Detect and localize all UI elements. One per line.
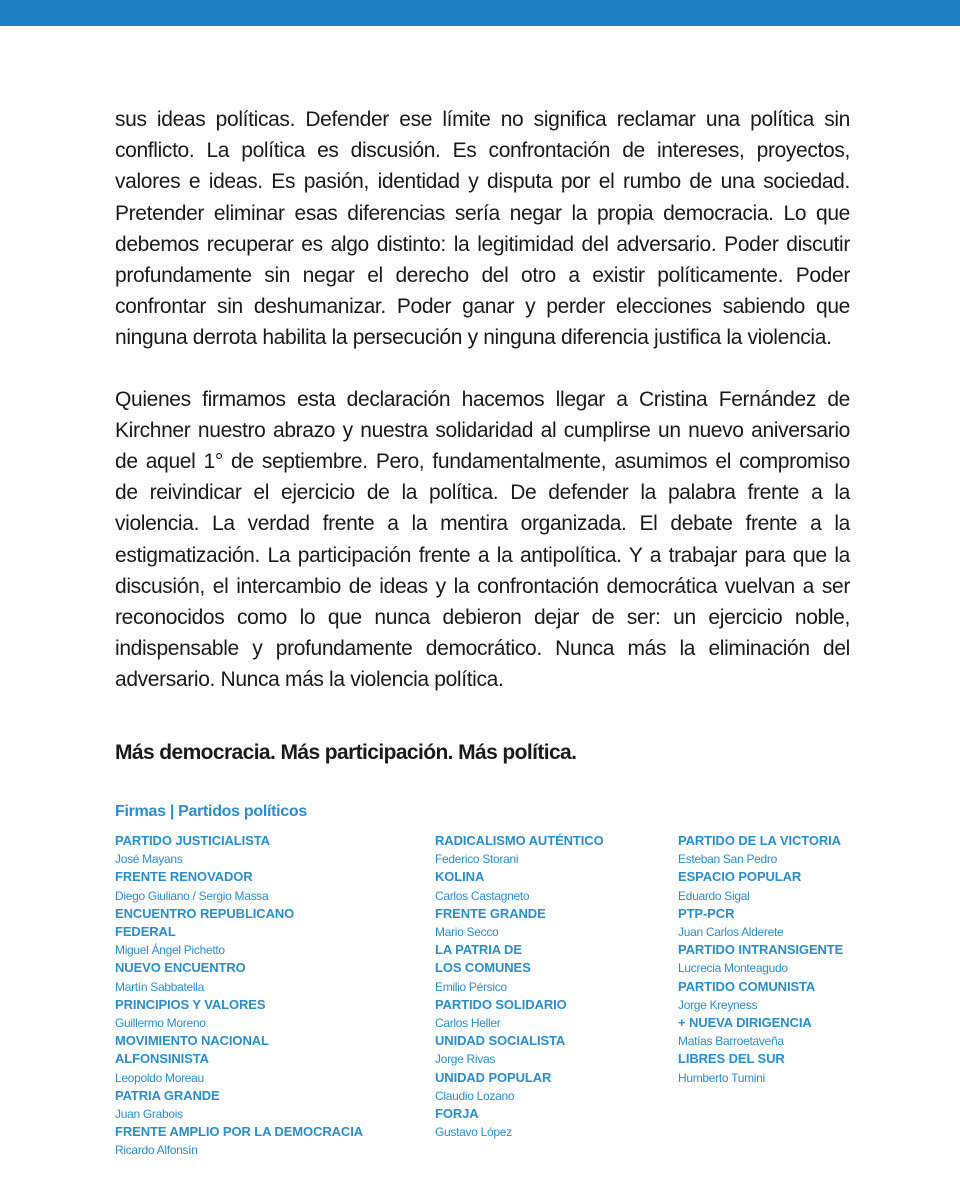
signer-name: Emilio Pérsico xyxy=(435,979,507,994)
paragraph-2: Quienes firmamos esta declaración hacemos llegar a Cristina Fernández de Kirchner nuestro abrazo y nuestra solidaridad al cumplirse un nuevo aniversario de aquel 1° de septiembre. Pero, fundamentalmente, asumimos el compromiso de reivindicar el ejercicio de la política. De defender la palabra frente a la violencia. La verdad frente a la mentira organizada. El debate frente a la estigmatización. La participación frente a la antipolítica. Y a trabajar para que la discusión, el intercambio de ideas y la confrontación democrática vuelvan a ser reconocidos como lo que nunca debieron dejar de ser: un ejercicio noble, indispensable y profundamente democrático. Nunca más la eliminación del adversario. Nunca más la violencia política. xyxy=(115,387,850,692)
party-name: PRINCIPIOS Y VALORES xyxy=(115,996,266,1012)
signature-entry xyxy=(435,1105,700,1141)
signer-name: Claudio Lozano xyxy=(435,1088,515,1103)
signer-name: Jorge Rivas xyxy=(435,1052,496,1067)
party-name: FRENTE AMPLIO POR LA DEMOCRACIA xyxy=(115,1124,363,1140)
signer-name: Eduardo Sigal xyxy=(678,888,750,903)
declaration-body xyxy=(115,104,850,696)
signature-entry xyxy=(115,1123,380,1159)
signature-entry xyxy=(435,1032,700,1068)
signature-entry xyxy=(435,1069,700,1105)
party-name: FRENTE GRANDE xyxy=(435,905,546,921)
signatures-column-1 xyxy=(115,832,380,1160)
party-name: UNIDAD SOCIALISTA xyxy=(435,1033,566,1049)
signatures-column-2 xyxy=(435,832,700,1141)
party-name: MOVIMIENTO NACIONAL ALFONSINISTA xyxy=(115,1033,269,1067)
signer-name: Esteban San Pedro xyxy=(678,852,777,867)
paragraph-1: sus ideas políticas. Defender ese límite no significa reclamar una política sin conflicto. La política es discusión. Es confrontación de intereses, proyectos, valores e ideas. Es pasión, identidad y disputa por el rumbo de una sociedad. Pretender eliminar esas diferencias sería negar la propia democracia. Lo que debemos recuperar es algo distinto: la legitimidad del adversario. Poder discutir profundamente sin negar el derecho del otro a existir políticamente. Poder confrontar sin deshumanizar. Poder ganar y perder elecciones sabiendo que ninguna derrota habilita la persecución y ninguna diferencia justifica la violencia. xyxy=(115,108,850,350)
signature-entry xyxy=(115,1032,380,1087)
signer-name: Gustavo López xyxy=(435,1125,512,1140)
signature-entry xyxy=(678,868,943,904)
signature-entry xyxy=(678,1050,943,1086)
signature-entry xyxy=(115,868,380,904)
party-name: PARTIDO INTRANSIGENTE xyxy=(678,942,844,958)
signature-entry xyxy=(678,1014,943,1050)
party-name: PTP-PCR xyxy=(678,905,735,921)
party-name: FRENTE RENOVADOR xyxy=(115,869,253,885)
signer-name: Diego Giuliano / Sergio Massa xyxy=(115,888,269,903)
signature-entry xyxy=(115,832,380,868)
signature-entry xyxy=(678,832,943,868)
signer-name: Miguel Ángel Pichetto xyxy=(115,943,225,958)
party-name: KOLINA xyxy=(435,869,485,885)
party-name: + NUEVA DIRIGENCIA xyxy=(678,1015,812,1031)
party-name: ESPACIO POPULAR xyxy=(678,869,802,885)
signatures-column-3 xyxy=(678,832,943,1087)
signer-name: Martín Sabbatella xyxy=(115,979,204,994)
signature-entry xyxy=(678,905,943,941)
signer-name: Guillermo Moreno xyxy=(115,1016,206,1031)
party-name: PARTIDO DE LA VICTORIA xyxy=(678,833,841,848)
party-name: PARTIDO JUSTICIALISTA xyxy=(115,833,270,848)
signer-name: Mario Secco xyxy=(435,925,499,940)
signer-name: Humberto Tumini xyxy=(678,1070,765,1085)
signer-name: José Mayans xyxy=(115,852,183,867)
party-name: PATRIA GRANDE xyxy=(115,1087,220,1103)
signer-name: Carlos Heller xyxy=(435,1016,501,1031)
party-name: PARTIDO SOLIDARIO xyxy=(435,996,567,1012)
party-name: NUEVO ENCUENTRO xyxy=(115,960,246,976)
signer-name: Jorge Kreyness xyxy=(678,997,758,1012)
signer-name: Lucrecia Monteagudo xyxy=(678,961,788,976)
signer-name: Juan Grabois xyxy=(115,1107,183,1122)
signatures-title: Firmas | Partidos políticos xyxy=(115,803,307,820)
signature-entry xyxy=(115,996,380,1032)
signature-entry xyxy=(435,905,700,941)
signature-entry xyxy=(678,941,943,977)
top-color-bar xyxy=(0,0,960,26)
party-name: FORJA xyxy=(435,1106,479,1122)
party-name: LA PATRIA DE LOS COMUNES xyxy=(435,942,531,976)
party-name: PARTIDO COMUNISTA xyxy=(678,978,816,994)
signature-entry xyxy=(115,959,380,995)
signature-entry xyxy=(435,996,700,1032)
slogan: Más democracia. Más participación. Más política. xyxy=(115,741,577,764)
party-name: RADICALISMO AUTÉNTICO xyxy=(435,833,604,848)
signer-name: Leopoldo Moreau xyxy=(115,1070,204,1085)
signature-entry xyxy=(115,1087,380,1123)
signer-name: Ricardo Alfonsín xyxy=(115,1143,198,1158)
signer-name: Federico Storani xyxy=(435,852,519,867)
party-name: ENCUENTRO REPUBLICANO FEDERAL xyxy=(115,905,295,940)
signature-entry xyxy=(678,978,943,1014)
signature-entry xyxy=(435,868,700,904)
signature-entry xyxy=(435,941,700,996)
signature-entry xyxy=(435,832,700,868)
signature-entry xyxy=(115,905,380,960)
signer-name: Matías Barroetaveña xyxy=(678,1034,784,1049)
party-name: LIBRES DEL SUR xyxy=(678,1051,785,1067)
signer-name: Juan Carlos Alderete xyxy=(678,925,784,940)
party-name: UNIDAD POPULAR xyxy=(435,1069,552,1085)
signer-name: Carlos Castagneto xyxy=(435,888,530,903)
